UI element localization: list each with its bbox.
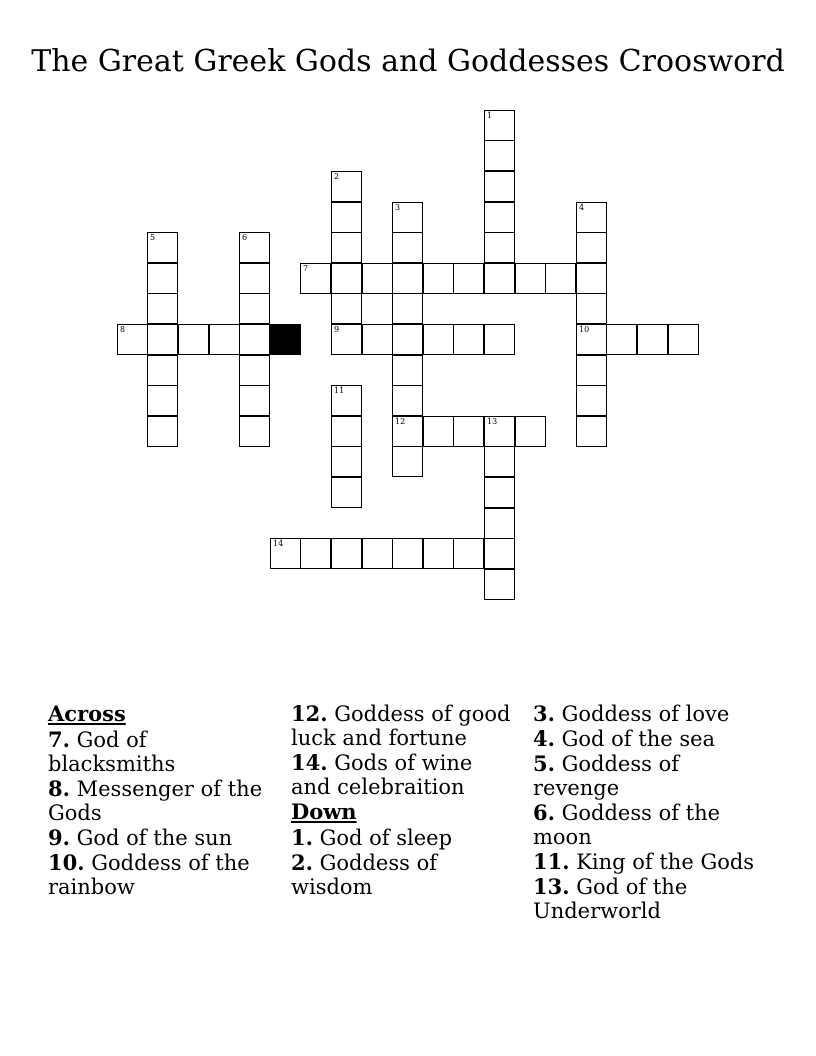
grid-cell[interactable] xyxy=(331,263,362,294)
clue-text: Goddess of the moon xyxy=(533,801,721,849)
grid-cell[interactable] xyxy=(423,263,454,294)
grid-cell[interactable] xyxy=(392,416,423,447)
clue-number: 13. xyxy=(533,874,570,899)
grid-cell[interactable] xyxy=(515,416,546,447)
clue-text: Goddess of the rainbow xyxy=(48,851,250,899)
grid-cell[interactable] xyxy=(392,263,423,294)
clue-number: 4. xyxy=(533,726,555,751)
clue-column-1 xyxy=(48,702,270,900)
clue-down-13 xyxy=(533,875,755,923)
grid-cell[interactable] xyxy=(576,202,607,233)
grid-cell[interactable] xyxy=(178,324,209,355)
clue-across-10 xyxy=(48,851,270,899)
clue-number: 1. xyxy=(291,825,313,850)
grid-cell[interactable] xyxy=(392,385,423,416)
grid-cell[interactable] xyxy=(515,263,546,294)
clue-down-2 xyxy=(291,851,513,899)
cell-number: 13 xyxy=(487,417,498,426)
grid-cell[interactable] xyxy=(576,416,607,447)
grid-cell[interactable] xyxy=(453,538,484,569)
clue-down-11 xyxy=(533,850,755,874)
clue-across-12 xyxy=(291,702,513,750)
across-heading: Across xyxy=(48,701,126,726)
grid-cell[interactable] xyxy=(209,324,240,355)
grid-cell[interactable] xyxy=(331,232,362,263)
clue-number: 5. xyxy=(533,751,555,776)
clue-number: 6. xyxy=(533,800,555,825)
grid-cell[interactable] xyxy=(117,324,148,355)
grid-cell[interactable] xyxy=(484,446,515,477)
clue-down-5 xyxy=(533,752,755,800)
grid-cell[interactable] xyxy=(606,324,637,355)
cell-number: 14 xyxy=(273,539,284,548)
clue-text: God of blacksmiths xyxy=(48,728,176,776)
grid-cell[interactable] xyxy=(392,324,423,355)
puzzle-title: The Great Greek Gods and Goddesses Croosword xyxy=(31,44,785,79)
grid-cell[interactable] xyxy=(270,538,301,569)
grid-cell[interactable] xyxy=(484,202,515,233)
grid-cell[interactable] xyxy=(331,171,362,202)
grid-cell[interactable] xyxy=(331,293,362,324)
black-cell xyxy=(270,324,301,355)
grid-cell[interactable] xyxy=(331,324,362,355)
clue-down-6 xyxy=(533,801,755,849)
grid-cell[interactable] xyxy=(392,355,423,386)
clue-text: Gods of wine and celebraition xyxy=(291,751,473,799)
grid-cell[interactable] xyxy=(331,385,362,416)
grid-cell[interactable] xyxy=(668,324,699,355)
clue-down-3 xyxy=(533,702,755,726)
grid-cell[interactable] xyxy=(147,324,178,355)
grid-cell[interactable] xyxy=(392,232,423,263)
grid-cell[interactable] xyxy=(147,293,178,324)
grid-cell[interactable] xyxy=(392,202,423,233)
grid-cell[interactable] xyxy=(484,324,515,355)
clue-text: Goddess of good luck and fortune xyxy=(291,702,511,750)
clue-text: God of the sea xyxy=(561,727,716,751)
grid-cell[interactable] xyxy=(331,538,362,569)
grid-cell[interactable] xyxy=(484,508,515,539)
grid-cell[interactable] xyxy=(239,263,270,294)
clue-across-7 xyxy=(48,728,270,776)
down-heading: Down xyxy=(291,799,357,824)
grid-cell[interactable] xyxy=(362,263,393,294)
grid-cell[interactable] xyxy=(147,385,178,416)
grid-cell[interactable] xyxy=(453,416,484,447)
clue-number: 14. xyxy=(291,750,328,775)
grid-cell[interactable] xyxy=(362,538,393,569)
grid-cell[interactable] xyxy=(576,293,607,324)
grid-cell[interactable] xyxy=(576,263,607,294)
grid-cell[interactable] xyxy=(637,324,668,355)
grid-cell[interactable] xyxy=(300,538,331,569)
grid-cell[interactable] xyxy=(239,416,270,447)
clue-text: Messenger of the Gods xyxy=(48,777,263,825)
grid-cell[interactable] xyxy=(484,232,515,263)
clue-number: 9. xyxy=(48,825,70,850)
grid-cell[interactable] xyxy=(331,477,362,508)
cell-number: 2 xyxy=(334,172,340,181)
grid-cell[interactable] xyxy=(239,385,270,416)
grid-cell[interactable] xyxy=(331,202,362,233)
grid-cell[interactable] xyxy=(331,416,362,447)
clue-text: God of sleep xyxy=(319,826,453,850)
cell-number: 3 xyxy=(395,203,401,212)
grid-cell[interactable] xyxy=(147,355,178,386)
clue-number: 10. xyxy=(48,850,85,875)
clue-across-14 xyxy=(291,751,513,799)
grid-cell[interactable] xyxy=(453,324,484,355)
grid-cell[interactable] xyxy=(484,416,515,447)
grid-cell[interactable] xyxy=(484,569,515,600)
clue-text: Goddess of wisdom xyxy=(291,851,438,899)
grid-cell[interactable] xyxy=(484,538,515,569)
grid-cell[interactable] xyxy=(300,263,331,294)
cell-number: 4 xyxy=(579,203,585,212)
clue-text: Goddess of love xyxy=(561,702,730,726)
clue-across-8 xyxy=(48,777,270,825)
grid-cell[interactable] xyxy=(239,355,270,386)
cell-number: 12 xyxy=(395,417,406,426)
clue-number: 7. xyxy=(48,727,70,752)
clue-text: Goddess of revenge xyxy=(533,752,680,800)
grid-cell[interactable] xyxy=(423,324,454,355)
clue-down-1 xyxy=(291,826,513,850)
grid-cell[interactable] xyxy=(545,263,576,294)
grid-cell[interactable] xyxy=(484,140,515,171)
grid-cell[interactable] xyxy=(392,293,423,324)
grid-cell[interactable] xyxy=(576,385,607,416)
cell-number: 10 xyxy=(579,325,590,334)
grid-cell[interactable] xyxy=(147,416,178,447)
cell-number: 9 xyxy=(334,325,340,334)
grid-cell[interactable] xyxy=(392,446,423,477)
clue-number: 2. xyxy=(291,850,313,875)
clue-text: God of the sun xyxy=(76,826,233,850)
cell-number: 11 xyxy=(334,386,345,395)
grid-cell[interactable] xyxy=(423,538,454,569)
grid-cell[interactable] xyxy=(362,324,393,355)
cell-number: 1 xyxy=(487,111,493,120)
grid-cell[interactable] xyxy=(423,416,454,447)
cell-number: 7 xyxy=(303,264,309,273)
clue-across-9 xyxy=(48,826,270,850)
cell-number: 6 xyxy=(242,233,248,242)
grid-cell[interactable] xyxy=(484,171,515,202)
clue-down-4 xyxy=(533,727,755,751)
grid-cell[interactable] xyxy=(147,263,178,294)
grid-cell[interactable] xyxy=(331,446,362,477)
cell-number: 8 xyxy=(120,325,126,334)
clue-text: God of the Underworld xyxy=(533,875,688,923)
grid-cell[interactable] xyxy=(453,263,484,294)
clue-number: 8. xyxy=(48,776,70,801)
grid-cell[interactable] xyxy=(576,324,607,355)
grid-cell[interactable] xyxy=(239,324,270,355)
grid-cell[interactable] xyxy=(239,232,270,263)
grid-cell[interactable] xyxy=(484,477,515,508)
grid-cell[interactable] xyxy=(576,355,607,386)
grid-cell[interactable] xyxy=(147,232,178,263)
clue-number: 12. xyxy=(291,701,328,726)
clue-column-2 xyxy=(291,702,513,900)
grid-cell[interactable] xyxy=(239,293,270,324)
grid-cell[interactable] xyxy=(484,110,515,141)
clue-column-3 xyxy=(533,702,755,924)
grid-cell[interactable] xyxy=(576,232,607,263)
clue-number: 3. xyxy=(533,701,555,726)
grid-cell[interactable] xyxy=(484,263,515,294)
cell-number: 5 xyxy=(150,233,156,242)
clue-number: 11. xyxy=(533,849,570,874)
clue-text: King of the Gods xyxy=(576,850,755,874)
grid-cell[interactable] xyxy=(392,538,423,569)
